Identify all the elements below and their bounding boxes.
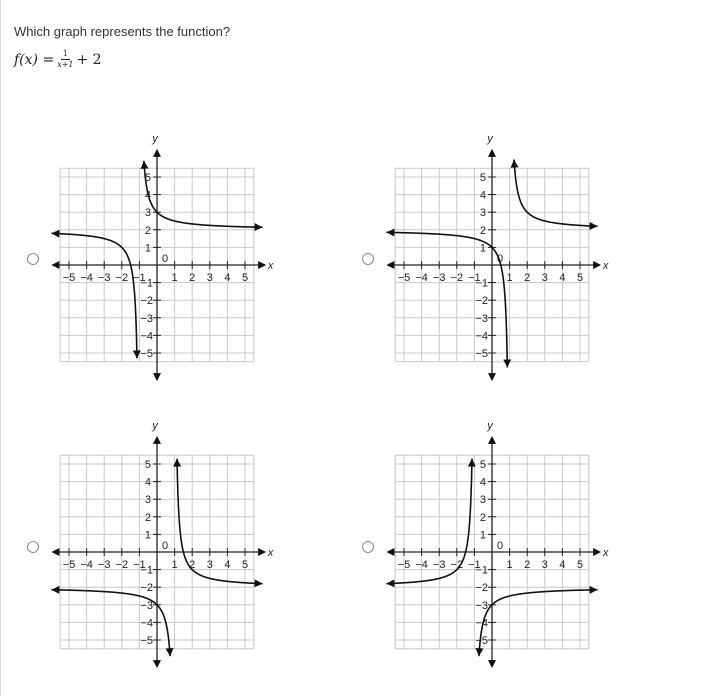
y-tick-label: 5 <box>479 459 486 471</box>
x-tick-label: −4 <box>415 559 428 571</box>
x-axis-label: x <box>602 547 609 559</box>
x-tick-label: −3 <box>97 559 111 571</box>
y-tick-label: 1 <box>144 529 151 542</box>
y-tick-label: −3 <box>140 312 153 325</box>
x-tick-label: 4 <box>224 272 231 284</box>
y-tick-label: 1 <box>479 242 486 255</box>
x-tick-label: 1 <box>171 559 178 571</box>
y-tick-label: −4 <box>140 617 153 630</box>
y-tick-label: 5 <box>144 172 151 184</box>
x-tick-label: −3 <box>432 559 446 571</box>
y-tick-label: −2 <box>475 295 488 308</box>
origin-label: 0 <box>497 540 504 552</box>
x-axis-arrow-right <box>593 548 601 556</box>
fraction-numerator: 1 <box>62 49 68 58</box>
y-tick-label: 3 <box>144 494 151 507</box>
y-axis-arrow-up <box>488 436 496 444</box>
y-tick-label: −1 <box>475 277 488 290</box>
x-axis-label: x <box>267 547 274 559</box>
y-tick-label: 5 <box>144 459 151 471</box>
x-tick-label: 3 <box>206 559 213 571</box>
x-tick-label: −2 <box>450 559 464 571</box>
y-tick-label: −3 <box>475 312 488 325</box>
x-tick-label: −4 <box>80 559 93 571</box>
origin-label: 0 <box>162 540 169 552</box>
y-tick-label: 4 <box>479 189 486 202</box>
y-tick-label: 3 <box>479 207 486 220</box>
y-axis-label: y <box>487 132 493 145</box>
y-tick-label: 2 <box>144 511 151 524</box>
y-tick-label: −1 <box>475 564 488 577</box>
x-tick-label: 3 <box>541 559 548 571</box>
y-tick-label: 2 <box>144 224 151 237</box>
x-tick-label: 4 <box>224 559 231 571</box>
y-tick-label: 3 <box>479 494 486 507</box>
x-tick-label: −1 <box>468 272 481 284</box>
y-tick-label: 1 <box>144 242 151 255</box>
x-tick-label: −4 <box>415 272 428 284</box>
question-prompt: Which graph represents the function? <box>14 24 231 39</box>
y-tick-label: −2 <box>475 582 488 595</box>
y-tick-label: −1 <box>140 564 153 577</box>
origin-label: 0 <box>162 253 169 265</box>
x-tick-label: 2 <box>524 272 531 284</box>
y-tick-label: 5 <box>479 172 486 184</box>
x-tick-label: 2 <box>189 272 196 284</box>
x-tick-label: −5 <box>62 559 76 571</box>
x-tick-label: −2 <box>450 272 464 284</box>
y-tick-label: −5 <box>140 635 153 647</box>
y-tick-label: 1 <box>479 529 486 542</box>
x-tick-label: 1 <box>171 272 178 284</box>
x-tick-label: 4 <box>559 272 566 284</box>
x-tick-label: 1 <box>506 559 513 571</box>
curve-right-branch-arrow-start <box>590 586 598 594</box>
x-tick-label: 4 <box>559 559 566 571</box>
x-tick-label: −4 <box>80 272 93 284</box>
x-tick-label: −1 <box>468 559 481 571</box>
y-tick-label: −2 <box>140 295 153 308</box>
x-tick-label: −2 <box>115 272 129 284</box>
constant-term: + 2 <box>76 51 102 68</box>
y-tick-label: −1 <box>140 277 153 290</box>
function-name: f(x) = <box>14 51 55 68</box>
x-tick-label: −5 <box>62 272 76 284</box>
x-tick-label: 5 <box>576 559 584 571</box>
x-tick-label: −1 <box>133 559 146 571</box>
x-tick-label: 3 <box>206 272 213 284</box>
x-tick-label: 5 <box>241 559 249 571</box>
y-tick-label: 2 <box>479 224 486 237</box>
x-tick-label: −1 <box>133 272 146 284</box>
y-axis-label: y <box>152 132 158 145</box>
y-tick-label: −4 <box>475 617 488 630</box>
y-tick-label: 4 <box>479 476 486 489</box>
y-axis-arrow-down <box>488 660 496 668</box>
y-tick-label: −5 <box>140 348 153 360</box>
x-tick-label: 2 <box>524 559 531 571</box>
curve-left-branch-arrow-start <box>386 579 394 587</box>
y-tick-label: 4 <box>144 189 151 202</box>
origin-label: 0 <box>497 253 504 265</box>
curve-right-branch-arrow-end <box>475 648 483 656</box>
y-tick-label: −5 <box>475 348 488 360</box>
y-tick-label: 4 <box>144 476 151 489</box>
y-axis-label: y <box>152 419 158 432</box>
fraction-denominator: x+1 <box>57 60 74 69</box>
y-tick-label: −5 <box>475 635 488 647</box>
y-tick-label: −4 <box>475 330 488 343</box>
y-tick-label: −3 <box>140 599 153 612</box>
y-tick-label: 2 <box>479 511 486 524</box>
x-tick-label: 3 <box>541 272 548 284</box>
x-tick-label: 2 <box>189 559 196 571</box>
x-tick-label: 1 <box>506 272 513 284</box>
x-axis-label: x <box>602 260 609 272</box>
y-tick-label: −4 <box>140 330 153 343</box>
y-axis-label: y <box>487 419 493 432</box>
x-tick-label: −3 <box>432 272 446 284</box>
x-tick-label: −2 <box>115 559 129 571</box>
x-axis-arrow-left <box>386 548 394 556</box>
y-tick-label: −2 <box>140 582 153 595</box>
x-tick-label: −5 <box>397 559 411 571</box>
x-tick-label: 5 <box>241 272 249 284</box>
x-tick-label: −5 <box>397 272 411 284</box>
x-axis-label: x <box>267 260 274 272</box>
y-tick-label: 3 <box>144 207 151 220</box>
x-tick-label: 5 <box>576 272 584 284</box>
y-tick-label: −3 <box>475 599 488 612</box>
x-tick-label: −3 <box>97 272 111 284</box>
